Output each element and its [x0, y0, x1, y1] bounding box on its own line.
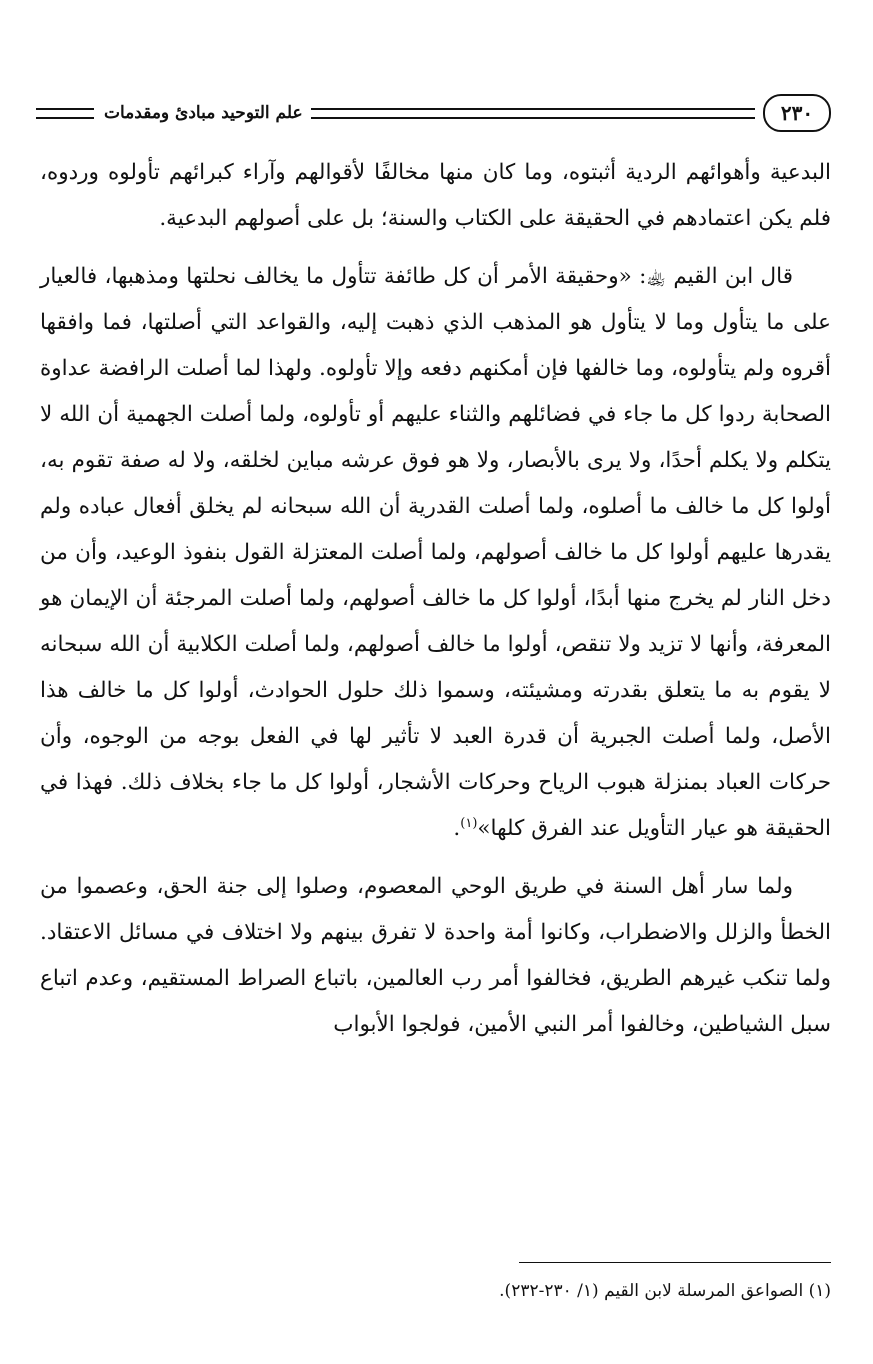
quote-end: .: [453, 816, 461, 841]
paragraph-1: البدعية وأهوائهم الردية أثبتوه، وما كان منها مخالفًا لأقوالهم وآراء كبرائهم تأولوه وردوه، فلم يكن اعتمادهم في الحقيقة على الكتاب والسنة؛ بل على أصولهم البدعية.: [40, 160, 831, 231]
header-rule: [311, 108, 755, 119]
quote-text: قال ابن القيم ﵀: «وحقيقة الأمر أن كل طائفة تتأول ما يخالف نحلتها ومذهبها، فالعيار على ما يتأول وما لا يتأول هو المذهب الذي ذهبت إليه، والقواعد التي أصلتها، فما وافقها أقروه ولم يتأولوه، وما خالفها فإن أمكنهم دفعه وإلا تأولوه. ولهذا لما أصلت الرافضة عداوة الصحابة ردوا كل ما جاء في فضائلهم والثناء عليهم أو تأولوه، ولما أصلت الجهمية أن الله لا يتكلم ولا يكلم أحدًا، ولا يرى بالأبصار، ولا هو فوق عرشه مباين لخلقه، ولا له صفة تقوم به، أولوا كل ما خالف ما أصلوه، ولما أصلت القدرية أن الله سبحانه لم يخلق أفعال عباده ولم يقدرها عليهم أولوا كل ما خالف أصولهم، ولما أصلت المعتزلة القول بنفوذ الوعيد، وأن من دخل النار لم يخرج منها أبدًا، أولوا كل ما خالف أصولهم، ولما أصلت المرجئة أن الإيمان هو المعرفة، وأنها لا تزيد ولا تنقص، أولوا ما خالف أصولهم، ولما أصلت الكلابية أن الله سبحانه لا يقوم به ما يتعلق بقدرته ومشيئته، وسموا ذلك حلول الحوادث، أولوا كل ما خالف هذا الأصل، ولما أصلت الجبرية أن قدرة العبد لا تأثير لها في الفعل بوجه من الوجوه، وأن حركات العباد بمنزلة هبوب الرياح وحركات الأشجار، أولوا كل ما جاء بخلاف ذلك. فهذا في الحقيقة هو عيار التأويل عند الفرق كلها»: [40, 264, 831, 841]
footnote-divider: [519, 1262, 831, 1263]
footnote-reference[interactable]: (١): [460, 815, 478, 831]
running-title: علم التوحيد مبادئ ومقدمات: [104, 103, 303, 123]
footnote-1: (١) الصواعق المرسلة لابن القيم (١/ ٢٣٠-٢٣٢).: [499, 1281, 831, 1301]
paragraph-3: ولما سار أهل السنة في طريق الوحي المعصوم، وصلوا إلى جنة الحق، وعصموا من الخطأ والزلل والاضطراب، وكانوا أمة واحدة لا تفرق بينهم ولا اختلاف في مسائل الاعتقاد. ولما تنكب غيرهم الطريق، فخالفوا أمر رب العالمين، باتباع الصراط المستقيم، وعدم اتباع سبل الشياطين، وخالفوا أمر النبي الأمين، فولجوا الأبواب: [40, 874, 831, 1037]
running-header: [36, 88, 831, 138]
header-rule-short: [36, 108, 94, 119]
body-text: [40, 150, 831, 1048]
page-number: ٢٣٠: [763, 94, 831, 132]
paragraph-2: [40, 254, 831, 852]
